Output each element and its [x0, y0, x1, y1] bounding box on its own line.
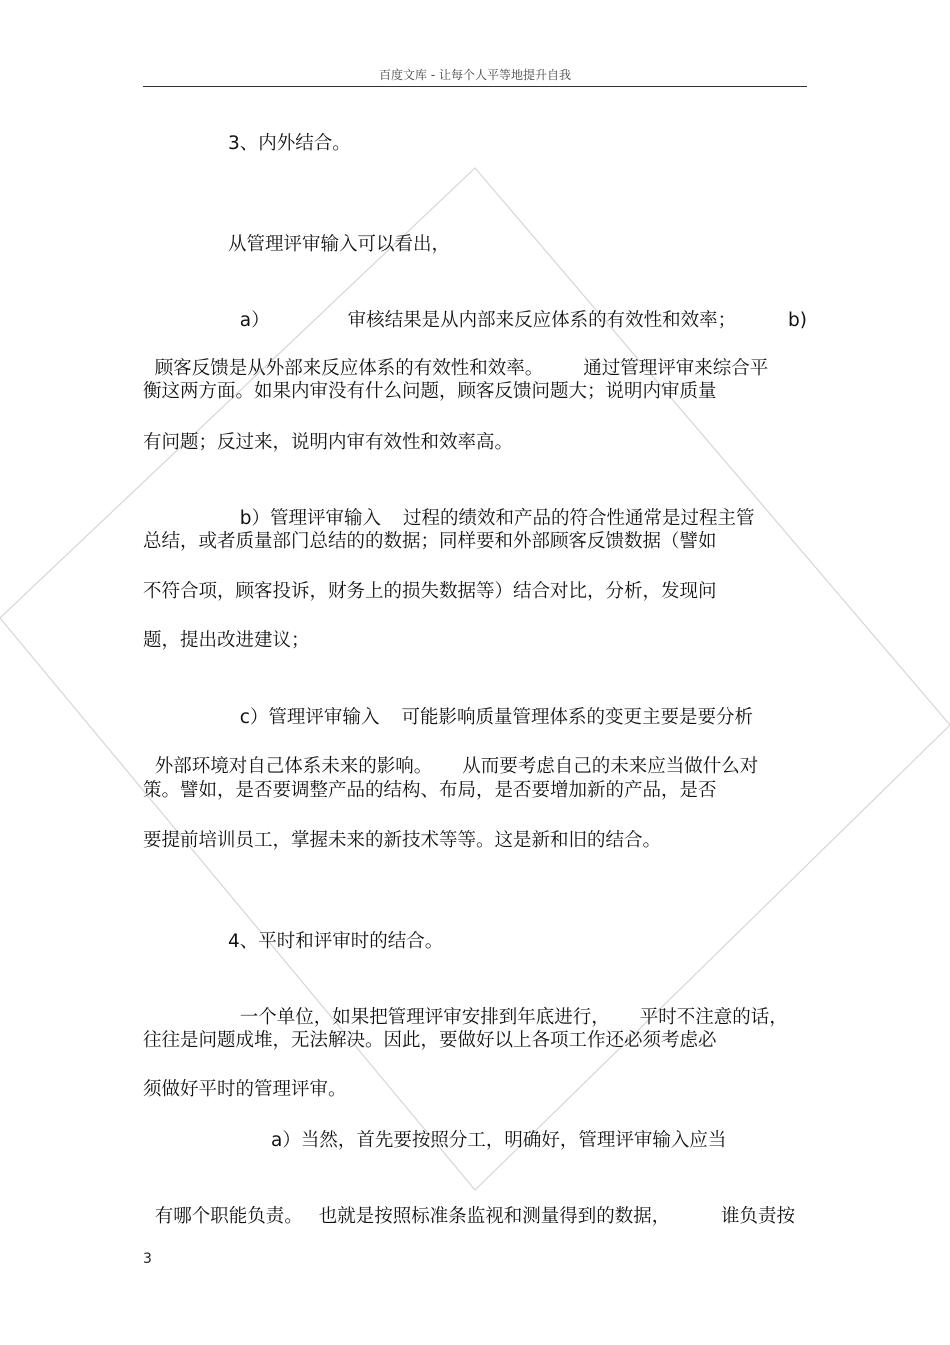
- header-divider: [143, 86, 807, 87]
- list-marker: b): [788, 310, 807, 331]
- paragraph-line: 不符合项，顾客投诉，财务上的损失数据等）结合对比，分析，发现问: [143, 581, 717, 602]
- text-run: 谁负责按: [721, 1206, 796, 1227]
- text-run: 也就是按照标准条监视和测量得到的数据，: [318, 1206, 671, 1227]
- paragraph-line: 总结，或者质量部门总结的的数据；同样要和外部顾客反馈数据（譬如: [143, 531, 717, 552]
- text-run: 外部环境对自己体系未来的影响。: [154, 756, 433, 777]
- text-run: 一个单位，如果把管理评审安排到年底进行，: [239, 1007, 610, 1028]
- text-run: 从而要考虑自己的未来应当做什么对: [462, 756, 759, 777]
- text-run: 平时不注意的话，: [639, 1007, 788, 1028]
- paragraph-line: a）当然，首先要按照分工，明确好，管理评审输入应当: [271, 1130, 727, 1151]
- text-run: 顾客反馈是从外部来反应体系的有效性和效率。: [154, 358, 544, 379]
- list-marker: a）: [239, 310, 270, 331]
- text-run: 有哪个职能负责。: [154, 1206, 303, 1227]
- section-heading-4: 4、平时和评审时的结合。: [228, 931, 444, 952]
- paragraph-line: [143, 1178, 796, 1230]
- text-run: 审核结果是从内部来反应体系的有效性和效率；: [347, 310, 737, 331]
- page-header: 百度文库 - 让每个人平等地提升自我: [379, 68, 571, 82]
- paragraph-line: 须做好平时的管理评审。: [143, 1079, 347, 1100]
- paragraph-line: 有问题；反过来，说明内审有效性和效率高。: [143, 432, 514, 453]
- section-heading-3: 3、内外结合。: [228, 133, 351, 154]
- paragraph-line: [228, 679, 753, 731]
- paragraph-line: [143, 728, 758, 780]
- text-run: 通过管理评审来综合平: [583, 358, 769, 379]
- paragraph-line: [228, 480, 755, 532]
- paragraph-line: [228, 282, 807, 334]
- paragraph-line: 从管理评审输入可以看出，: [228, 234, 451, 255]
- text-run: 可能影响质量管理体系的变更主要是要分析: [401, 707, 753, 728]
- paragraph-line: 题，提出改进建议；: [143, 630, 310, 651]
- paragraph-line: [143, 330, 768, 382]
- paragraph-line: [228, 979, 788, 1031]
- text-run: b）管理评审输入: [239, 508, 382, 529]
- paragraph-line: 往往是问题成堆，无法解决。因此，要做好以上各项工作还必须考虑必: [143, 1030, 717, 1051]
- page-number: 3: [143, 1251, 152, 1267]
- paragraph-line: 策。譬如，是否要调整产品的结构、布局，是否要增加新的产品，是否: [143, 780, 717, 801]
- paragraph-line: 要提前培训员工，掌握未来的新技术等等。这是新和旧的结合。: [143, 830, 662, 851]
- paragraph-line: 衡这两方面。如果内审没有什么问题，顾客反馈问题大；说明内审质量: [143, 381, 717, 402]
- text-run: c）管理评审输入: [239, 707, 380, 728]
- text-run: 过程的绩效和产品的符合性通常是过程主管: [403, 508, 755, 529]
